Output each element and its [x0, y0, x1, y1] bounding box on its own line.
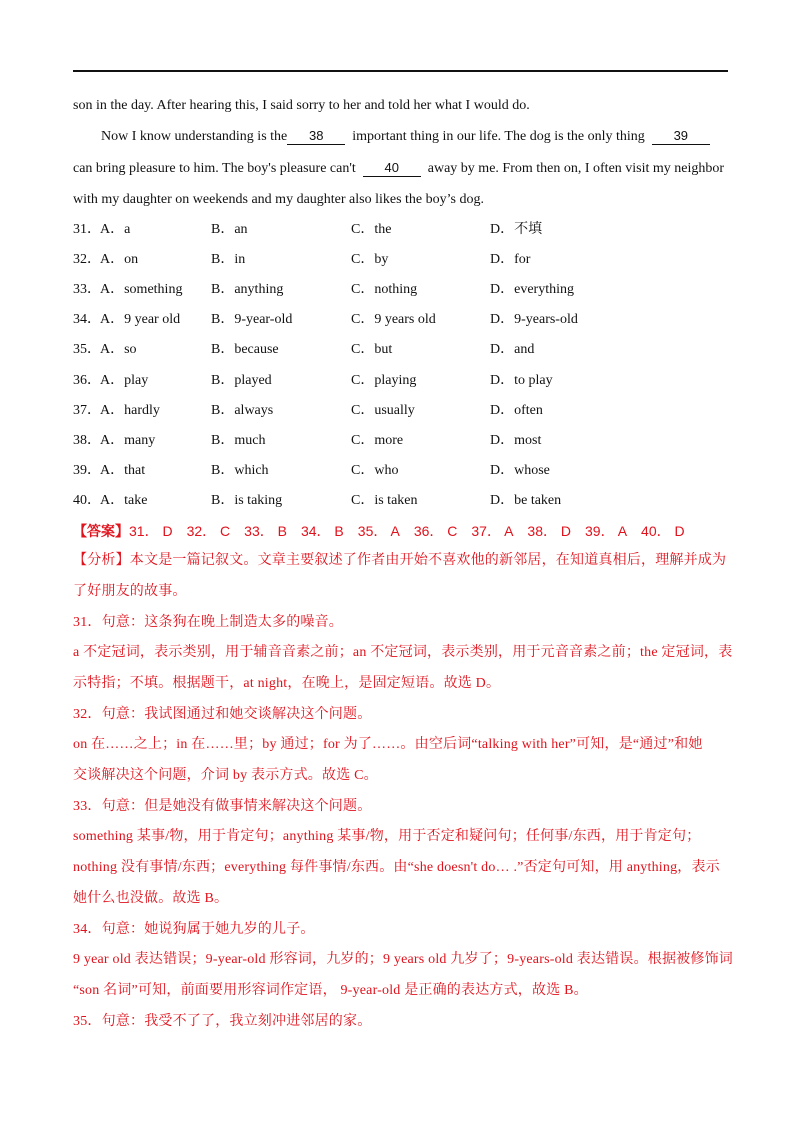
answer-item: 31． D [129, 523, 173, 539]
option-d: D．everything [490, 282, 574, 298]
option-d: D．9-years-old [490, 312, 578, 328]
option-b: B．is taking [211, 492, 283, 508]
analysis-line: 示特指；不填。根据题干，at night，在晚上，是固定短语。故选 D。 [73, 676, 501, 691]
option-b: B．much [211, 432, 266, 448]
option-c: C．the [351, 222, 392, 237]
passage-line-3 [73, 159, 724, 179]
option-b: B．anything [211, 282, 284, 298]
option-b: B．9-year-old [211, 312, 293, 328]
option-c: C．by [351, 252, 389, 268]
passage-line-2 [101, 127, 710, 147]
option-a: A．many [100, 432, 156, 448]
option-a: A．9 year old [100, 312, 181, 328]
analysis-line: 交谈解决这个问题，介词 by 表示方式。故选 C。 [73, 768, 378, 783]
analysis-line: a 不定冠词，表示类别，用于辅音音素之前；an 不定冠词，表示类别，用于元音音素之前；the 定冠词，表 [73, 645, 733, 660]
option-d: D．不填 [490, 222, 543, 237]
analysis-line: “son 名词”可知，前面要用形容词作定语， 9-year-old 是正确的表达方式，故选 B。 [73, 983, 588, 998]
question-number: 35． [73, 342, 101, 358]
option-b: B．in [211, 252, 246, 268]
answer-item: 35． A [357, 523, 400, 539]
option-a: A．a [100, 222, 131, 237]
option-b: B．which [211, 462, 269, 478]
passage-text: can bring pleasure to him. The boy's pleasure can't [73, 161, 356, 176]
analysis-line: 【分析】本文是一篇记叙文。文章主要叙述了作者由开始不喜欢他的新邻居，在知道真相后，理解并成为 [73, 553, 727, 568]
answer-item: 37． A [471, 523, 514, 539]
passage-text: Now I know understanding is the [101, 129, 288, 144]
option-b: B．because [211, 342, 279, 358]
option-c: C．more [351, 432, 404, 448]
option-c: C．but [351, 342, 393, 358]
option-a: A．hardly [100, 402, 160, 418]
option-b: B．always [211, 402, 274, 418]
option-d: D．and [490, 342, 535, 358]
option-d: D．often [490, 402, 543, 418]
option-a: A．on [100, 252, 139, 268]
blank-40: 40 [363, 160, 421, 177]
option-d: D．to play [490, 372, 553, 388]
option-d: D．be taken [490, 492, 562, 508]
answer-item: 33． B [244, 523, 287, 539]
question-number: 37． [73, 402, 101, 418]
question-number: 38． [73, 432, 101, 448]
option-a: A．something [100, 282, 183, 298]
blank-38: 38 [287, 128, 345, 145]
analysis-line: 31．句意：这条狗在晚上制造太多的噪音。 [73, 615, 343, 630]
analysis-line: something 某事/物，用于肯定句；anything 某事/物，用于否定和疑问句；任何事/东西，用于肯定句； [73, 829, 701, 844]
blank-39: 39 [652, 128, 710, 145]
answer-item: 32． C [186, 523, 231, 539]
option-c: C．is taken [351, 492, 418, 508]
option-a: A．play [100, 372, 149, 388]
option-c: C．9 years old [351, 312, 436, 328]
question-number: 36． [73, 372, 101, 388]
analysis-line: 34．句意：她说狗属于她九岁的儿子。 [73, 922, 315, 937]
answer-item: 36． C [413, 523, 458, 539]
analysis-line: 9 year old 表达错误；9-year-old 形容词，九岁的；9 years old 九岁了；9-years-old 表达错误。根据被修饰词 [73, 952, 733, 967]
question-number: 33． [73, 282, 101, 298]
option-c: C．playing [351, 372, 417, 388]
passage-line-4: with my daughter on weekends and my daughter also likes the boy’s dog. [73, 192, 484, 207]
answer-tag: 【答案】 [73, 525, 129, 540]
question-number: 32． [73, 252, 101, 268]
header-rule [73, 70, 728, 72]
option-a: A．that [100, 462, 146, 478]
answer-item: 40． D [641, 523, 685, 539]
option-d: D．whose [490, 462, 550, 478]
passage-text: important thing in our life. The dog is the only thing [352, 129, 645, 144]
option-b: B．played [211, 372, 272, 388]
option-c: C．who [351, 462, 399, 478]
option-d: D．for [490, 252, 531, 268]
answer-line [73, 521, 713, 543]
analysis-line: nothing 没有事情/东西；everything 每件事情/东西。由“she doesn't do… .”否定句可知，用 anything，表示 [73, 860, 720, 875]
option-c: C．nothing [351, 282, 418, 298]
passage-text: away by me. From then on, I often visit my neighbor [427, 161, 725, 176]
analysis-line: 32．句意：我试图通过和她交谈解决这个问题。 [73, 707, 372, 722]
option-a: A．so [100, 342, 137, 358]
answer-item: 39． A [585, 523, 628, 539]
passage-line-1: son in the day. After hearing this, I said sorry to her and told her what I would do. [73, 98, 530, 113]
question-number: 39． [73, 462, 101, 478]
option-a: A．take [100, 492, 148, 508]
question-number: 34． [73, 312, 101, 328]
option-c: C．usually [351, 402, 415, 418]
question-number: 40． [73, 492, 101, 508]
analysis-line: on 在……之上；in 在……里；by 通过；for 为了……。由空后词“talking with her”可知，是“通过”和她 [73, 737, 703, 752]
question-number: 31． [73, 222, 101, 237]
option-b: B．an [211, 222, 248, 237]
analysis-line: 了好朋友的故事。 [73, 584, 187, 599]
analysis-line: 33．句意：但是她没有做事情来解决这个问题。 [73, 799, 372, 814]
analysis-line: 35．句意：我受不了了，我立刻冲进邻居的家。 [73, 1014, 372, 1029]
answer-items [129, 523, 699, 539]
option-d: D．most [490, 432, 542, 448]
answer-item: 34． B [300, 523, 344, 539]
analysis-line: 她什么也没做。故选 B。 [73, 891, 229, 906]
answer-item: 38． D [527, 523, 571, 539]
